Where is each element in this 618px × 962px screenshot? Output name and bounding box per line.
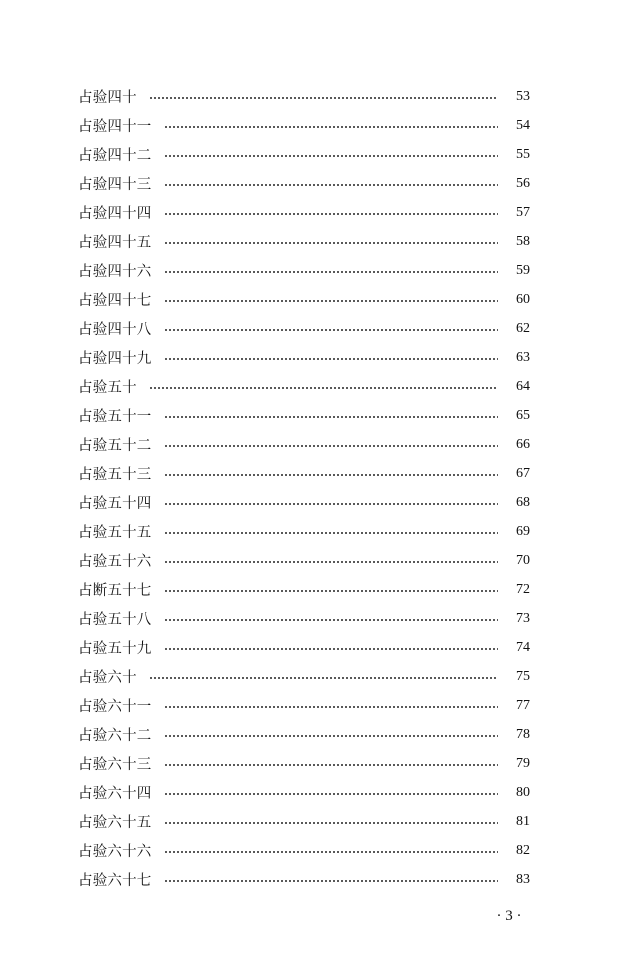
toc-entry-page: 81 bbox=[516, 813, 530, 829]
toc-entry-page: 55 bbox=[516, 146, 530, 162]
dot-leader bbox=[164, 561, 499, 563]
toc-entry-title: 占验五十三 bbox=[78, 467, 152, 483]
toc-entry bbox=[78, 691, 530, 720]
toc-entry bbox=[78, 633, 530, 662]
dot-leader bbox=[149, 97, 498, 99]
table-of-contents bbox=[78, 82, 530, 894]
toc-entry bbox=[78, 778, 530, 807]
toc-entry bbox=[78, 256, 530, 285]
toc-entry-page: 78 bbox=[516, 726, 530, 742]
toc-entry bbox=[78, 169, 530, 198]
toc-entry bbox=[78, 82, 530, 111]
toc-entry-title: 占验四十八 bbox=[78, 322, 152, 338]
toc-entry bbox=[78, 749, 530, 778]
toc-entry-page: 53 bbox=[516, 88, 530, 104]
dot-leader bbox=[164, 822, 499, 824]
dot-leader bbox=[164, 184, 499, 186]
dot-leader bbox=[164, 126, 499, 128]
dot-leader bbox=[164, 706, 499, 708]
toc-entry bbox=[78, 720, 530, 749]
toc-entry-title: 占验四十七 bbox=[78, 293, 152, 309]
toc-entry-page: 66 bbox=[516, 436, 530, 452]
toc-entry-title: 占验五十六 bbox=[78, 554, 152, 570]
dot-leader bbox=[164, 416, 499, 418]
dot-leader bbox=[164, 213, 499, 215]
dot-leader bbox=[164, 764, 499, 766]
toc-entry-title: 占验五十九 bbox=[78, 641, 152, 657]
toc-entry bbox=[78, 604, 530, 633]
toc-entry-page: 58 bbox=[516, 233, 530, 249]
toc-entry-title: 占验五十四 bbox=[78, 496, 152, 512]
dot-leader bbox=[164, 329, 499, 331]
toc-entry bbox=[78, 546, 530, 575]
toc-entry-title: 占验四十四 bbox=[78, 206, 152, 222]
toc-entry-page: 83 bbox=[516, 871, 530, 887]
toc-entry-title: 占验五十二 bbox=[78, 438, 152, 454]
toc-entry-title: 占验五十五 bbox=[78, 525, 152, 541]
toc-entry bbox=[78, 198, 530, 227]
dot-leader bbox=[164, 735, 499, 737]
toc-entry bbox=[78, 140, 530, 169]
toc-entry bbox=[78, 111, 530, 140]
toc-entry-title: 占验六十 bbox=[78, 670, 137, 686]
toc-entry-title: 占验六十七 bbox=[78, 873, 152, 889]
toc-entry bbox=[78, 517, 530, 546]
toc-entry bbox=[78, 836, 530, 865]
dot-leader bbox=[164, 300, 499, 302]
toc-entry-title: 占验四十二 bbox=[78, 148, 152, 164]
toc-entry-page: 70 bbox=[516, 552, 530, 568]
toc-entry-page: 63 bbox=[516, 349, 530, 365]
toc-entry-title: 占验六十六 bbox=[78, 844, 152, 860]
toc-entry bbox=[78, 285, 530, 314]
toc-entry-title: 占验六十三 bbox=[78, 757, 152, 773]
dot-leader bbox=[164, 619, 499, 621]
toc-entry-title: 占验四十五 bbox=[78, 235, 152, 251]
toc-entry bbox=[78, 372, 530, 401]
toc-entry bbox=[78, 488, 530, 517]
toc-entry bbox=[78, 575, 530, 604]
toc-entry-title: 占验五十八 bbox=[78, 612, 152, 628]
toc-entry-title: 占验四十九 bbox=[78, 351, 152, 367]
toc-entry bbox=[78, 430, 530, 459]
dot-leader bbox=[164, 155, 499, 157]
dot-leader bbox=[164, 648, 499, 650]
toc-entry bbox=[78, 227, 530, 256]
toc-entry-title: 占验五十一 bbox=[78, 409, 152, 425]
dot-leader bbox=[164, 271, 499, 273]
toc-entry-title: 占验六十四 bbox=[78, 786, 152, 802]
toc-entry-title: 占验六十二 bbox=[78, 728, 152, 744]
page-number: · 3 · bbox=[496, 908, 522, 924]
toc-entry-page: 56 bbox=[516, 175, 530, 191]
dot-leader bbox=[164, 880, 499, 882]
dot-leader bbox=[164, 445, 499, 447]
dot-leader bbox=[149, 677, 498, 679]
toc-entry bbox=[78, 865, 530, 894]
toc-entry-page: 82 bbox=[516, 842, 530, 858]
toc-entry-title: 占验四十 bbox=[78, 90, 137, 106]
dot-leader bbox=[164, 242, 499, 244]
toc-entry-page: 80 bbox=[516, 784, 530, 800]
toc-entry-title: 占验五十 bbox=[78, 380, 137, 396]
toc-entry-page: 59 bbox=[516, 262, 530, 278]
toc-entry-page: 54 bbox=[516, 117, 530, 133]
dot-leader bbox=[149, 387, 498, 389]
toc-entry-page: 69 bbox=[516, 523, 530, 539]
dot-leader bbox=[164, 474, 499, 476]
toc-entry bbox=[78, 807, 530, 836]
toc-entry-page: 74 bbox=[516, 639, 530, 655]
toc-entry bbox=[78, 459, 530, 488]
toc-entry-title: 占验四十三 bbox=[78, 177, 152, 193]
dot-leader bbox=[164, 503, 499, 505]
dot-leader bbox=[164, 851, 499, 853]
dot-leader bbox=[164, 793, 499, 795]
toc-entry-page: 67 bbox=[516, 465, 530, 481]
dot-leader bbox=[164, 590, 499, 592]
toc-entry-title: 占验六十五 bbox=[78, 815, 152, 831]
toc-entry-page: 57 bbox=[516, 204, 530, 220]
toc-entry-page: 79 bbox=[516, 755, 530, 771]
toc-entry-title: 占断五十七 bbox=[78, 583, 152, 599]
toc-entry-page: 65 bbox=[516, 407, 530, 423]
toc-entry-title: 占验四十六 bbox=[78, 264, 152, 280]
toc-entry-page: 68 bbox=[516, 494, 530, 510]
toc-entry-page: 64 bbox=[516, 378, 530, 394]
toc-entry-page: 73 bbox=[516, 610, 530, 626]
toc-entry-page: 77 bbox=[516, 697, 530, 713]
toc-entry bbox=[78, 401, 530, 430]
dot-leader bbox=[164, 358, 499, 360]
toc-entry-page: 60 bbox=[516, 291, 530, 307]
toc-entry bbox=[78, 314, 530, 343]
toc-entry-title: 占验六十一 bbox=[78, 699, 152, 715]
toc-entry-page: 72 bbox=[516, 581, 530, 597]
toc-entry bbox=[78, 343, 530, 372]
toc-entry-title: 占验四十一 bbox=[78, 119, 152, 135]
toc-entry-page: 62 bbox=[516, 320, 530, 336]
toc-entry bbox=[78, 662, 530, 691]
toc-entry-page: 75 bbox=[516, 668, 530, 684]
dot-leader bbox=[164, 532, 499, 534]
